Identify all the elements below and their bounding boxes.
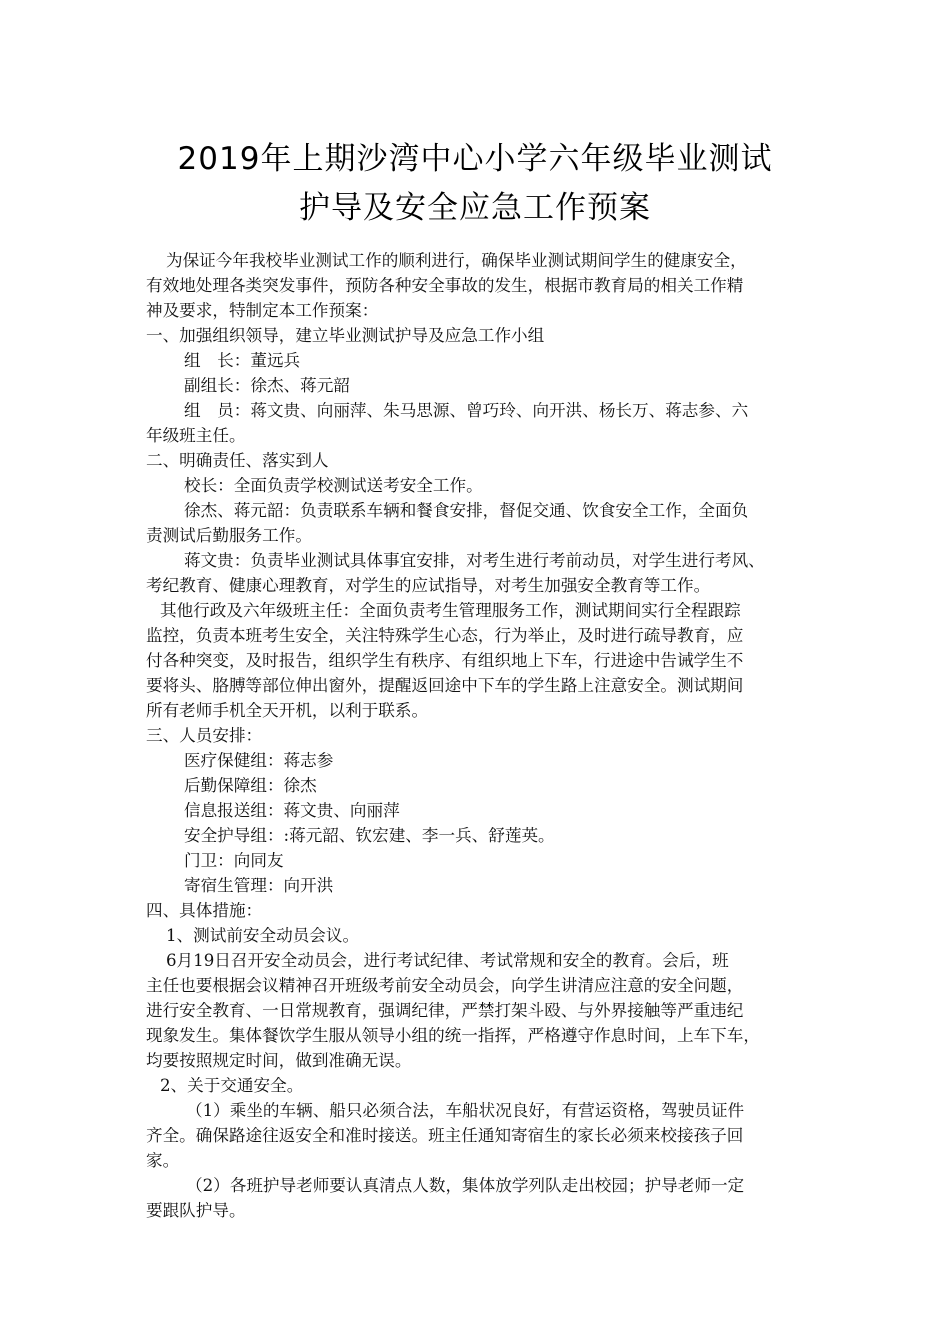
paragraph-line: 组 员：蒋文贵、向丽萍、朱马思源、曾巧玲、向开洪、杨长万、蒋志参、六 [184,401,749,420]
paragraph-line: 神及要求，特制定本工作预案： [146,301,379,320]
paragraph-line: 家。 [146,1151,180,1170]
document-title-line-2: 护导及安全应急工作预案 [299,190,651,226]
paragraph-line: 其他行政及六年级班主任：全面负责考生管理服务工作，测试期间实行全程跟踪 [160,601,741,620]
paragraph-line: 徐杰、蒋元韶：负责联系车辆和餐食安排，督促交通、饮食安全工作，全面负 [184,501,749,520]
paragraph-line: 医疗保健组：蒋志参 [184,751,334,770]
paragraph-line: （2）各班护导老师要认真清点人数，集体放学列队走出校园；护导老师一定 [186,1176,745,1195]
section-heading: 四、具体措施： [146,901,263,920]
paragraph-line: 考纪教育、健康心理教育，对学生的应试指导，对考生加强安全教育等工作。 [146,576,711,595]
paragraph-line: 要跟队护导。 [146,1201,246,1220]
paragraph-line: 均要按照规定时间，做到准确无误。 [146,1051,412,1070]
paragraph-line: 所有老师手机全天开机，以利于联系。 [146,701,429,720]
paragraph-line: 副组长：徐杰、蒋元韶 [184,376,350,395]
paragraph-line: 要将头、胳膊等部位伸出窗外，提醒返回途中下车的学生路上注意安全。测试期间 [146,676,744,695]
paragraph-line: 有效地处理各类突发事件，预防各种安全事故的发生，根据市教育局的相关工作精 [146,276,744,295]
paragraph-line: 主任也要根据会议精神召开班级考前安全动员会，向学生讲清应注意的安全问题， [146,976,744,995]
paragraph-line: 寄宿生管理：向开洪 [184,876,334,895]
document-title-line-1: 2019年上期沙湾中心小学六年级毕业测试 [177,141,773,177]
section-heading: 三、人员安排： [146,726,263,745]
paragraph-line: 6月19日召开安全动员会，进行考试纪律、考试常规和安全的教育。会后，班 [166,951,729,970]
paragraph-line: 责测试后勤服务工作。 [146,526,312,545]
paragraph-line: （1）乘坐的车辆、船只必须合法，车船状况良好，有营运资格，驾驶员证件 [186,1101,745,1120]
paragraph-line: 进行安全教育、一日常规教育，强调纪律，严禁打架斗殴、与外界接触等严重违纪 [146,1001,744,1020]
paragraph-line: 信息报送组：蒋文贵、向丽萍 [184,801,400,820]
paragraph-line: 校长：全面负责学校测试送考安全工作。 [184,476,483,495]
paragraph-line: 1、测试前安全动员会议。 [166,926,360,945]
paragraph-line: 年级班主任。 [146,426,246,445]
paragraph-line: 蒋文贵：负责毕业测试具体事宜安排，对考生进行考前动员，对学生进行考风、 [184,551,765,570]
paragraph-line: 付各种突变，及时报告，组织学生有秩序、有组织地上下车，行进途中告诫学生不 [146,651,744,670]
paragraph-line: 现象发生。集体餐饮学生服从领导小组的统一指挥，严格遵守作息时间，上车下车， [146,1026,760,1045]
section-heading: 二、明确责任、落实到人 [146,451,329,470]
section-heading: 一、加强组织领导，建立毕业测试护导及应急工作小组 [146,326,545,345]
paragraph-line: 安全护导组：:蒋元韶、钦宏建、李一兵、舒莲英。 [184,826,555,845]
document-body [146,248,846,1223]
paragraph-line: 2、关于交通安全。 [160,1076,304,1095]
paragraph-line: 组 长：董远兵 [184,351,301,370]
paragraph-line: 为保证今年我校毕业测试工作的顺利进行，确保毕业测试期间学生的健康安全， [166,251,747,270]
paragraph-line: 后勤保障组：徐杰 [184,776,317,795]
paragraph-line: 齐全。确保路途往返安全和准时接送。班主任通知寄宿生的家长必须来校接孩子回 [146,1126,744,1145]
paragraph-line: 监控，负责本班考生安全，关注特殊学生心态，行为举止，及时进行疏导教育，应 [146,626,744,645]
paragraph-line: 门卫：向同友 [184,851,284,870]
